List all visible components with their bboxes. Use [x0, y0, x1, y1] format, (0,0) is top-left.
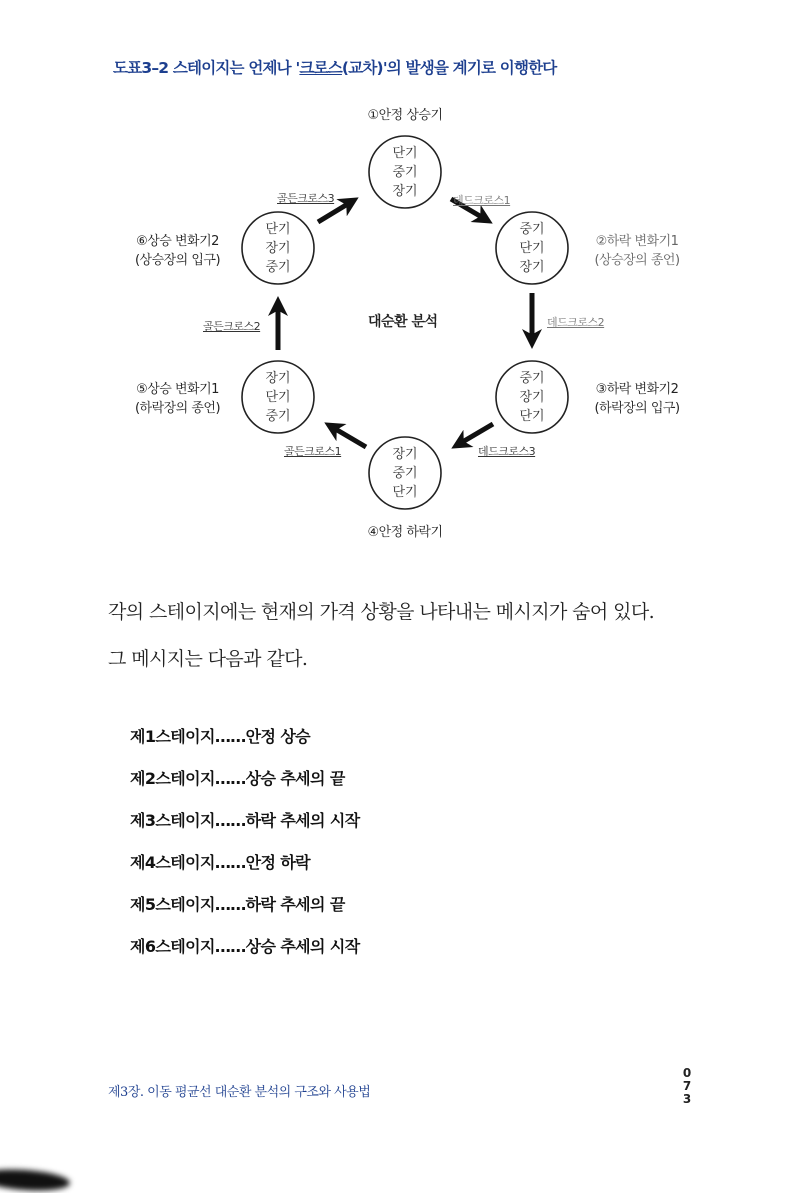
stage-sep: ……	[214, 769, 246, 788]
stage-desc: 하락 추세의 끝	[245, 895, 345, 914]
golden-cross-2-label: 골든크로스2	[203, 320, 261, 333]
stage-desc: 안정 상승	[245, 727, 311, 746]
stage-label-2	[582, 232, 692, 270]
stage-sep: ……	[214, 937, 246, 956]
ma-long: 장기	[265, 371, 291, 386]
ma-long: 장기	[519, 390, 545, 405]
stage-circle-2-text	[507, 220, 557, 277]
ma-short: 단기	[265, 222, 291, 237]
stage-name: 제3스테이지	[130, 811, 215, 830]
stage-sep: ……	[214, 811, 246, 830]
stage-circle-1-text	[380, 144, 430, 201]
stage-list-item	[130, 936, 360, 978]
stage-label-3-line2: (하락장의 입구)	[594, 401, 680, 416]
stage-desc: 상승 추세의 시작	[245, 937, 360, 956]
stage-label-2-line2: (상승장의 종언)	[594, 253, 680, 268]
stage-circle-6-text	[253, 220, 303, 277]
stage-label-5-line1: ⑤상승 변화기1	[136, 382, 219, 397]
stage-name: 제2스테이지	[130, 769, 215, 788]
ma-long: 장기	[519, 260, 545, 275]
golden-cross-1-label: 골든크로스1	[284, 445, 342, 458]
dead-cross-2-label: 데드크로스2	[547, 316, 605, 329]
page-digit: 0	[682, 1066, 692, 1080]
ma-short: 단기	[392, 146, 418, 161]
stage-name: 제6스테이지	[130, 937, 215, 956]
ma-mid: 중기	[392, 165, 418, 180]
golden-cross-3-label: 골든크로스3	[277, 192, 335, 205]
diagram-center-title: 대순환 분석	[368, 314, 438, 330]
stage-list-item	[130, 852, 360, 894]
stage-name: 제1스테이지	[130, 727, 215, 746]
body-line-1: 각의 스테이지에는 현재의 가격 상황을 나타내는 메시지가 숨어 있다.	[108, 601, 655, 623]
ma-short: 단기	[265, 390, 291, 405]
ma-mid: 중기	[265, 260, 291, 275]
stage-sep: ……	[214, 853, 246, 872]
stage-label-5-line2: (하락장의 종언)	[134, 401, 221, 416]
stage-label-6-line2: (상승장의 입구)	[134, 253, 221, 268]
page-number	[681, 1067, 693, 1106]
page-digit: 7	[682, 1079, 692, 1093]
ma-short: 단기	[392, 485, 418, 500]
dead-cross-3-arrow	[459, 424, 493, 444]
stage-list-item	[130, 726, 360, 768]
stage-list-item	[130, 894, 360, 936]
stage-desc: 상승 추세의 끝	[245, 769, 345, 788]
stage-label-6	[120, 232, 235, 270]
stage-label-2-line1: ②하락 변화기1	[595, 234, 679, 249]
dead-cross-1-label: 데드크로스1	[453, 194, 511, 207]
stage-circle-4-text	[380, 445, 430, 502]
stage-label-4-line1: ④안정 하락기	[367, 525, 443, 540]
stage-desc: 하락 추세의 시작	[245, 811, 360, 830]
stage-sep: ……	[214, 895, 246, 914]
dead-cross-3-label: 데드크로스3	[478, 445, 536, 458]
ma-short: 단기	[519, 241, 545, 256]
stage-sep: ……	[214, 727, 246, 746]
ma-mid: 중기	[392, 466, 418, 481]
ma-mid: 중기	[519, 222, 545, 237]
stage-label-1-line1: ①안정 상승기	[367, 108, 443, 123]
stage-label-3	[582, 380, 692, 418]
stage-name: 제4스테이지	[130, 853, 215, 872]
stage-label-4	[355, 523, 455, 542]
stage-label-1	[355, 106, 455, 125]
stage-label-6-line1: ⑥상승 변화기2	[136, 234, 219, 249]
ma-long: 장기	[392, 447, 418, 462]
ma-long: 장기	[265, 241, 291, 256]
running-footer-chapter: 제3장. 이동 평균선 대순환 분석의 구조와 사용법	[108, 1085, 371, 1100]
stage-desc: 안정 하락	[245, 853, 311, 872]
figure-title-prefix: 도표3–2 스테이지는 언제나 '	[113, 59, 300, 77]
stage-list-item	[130, 810, 360, 852]
page-digit: 3	[682, 1092, 692, 1106]
stage-circle-5-text	[253, 369, 303, 426]
stage-label-5	[120, 380, 235, 418]
stage-circle-3-text	[507, 369, 557, 426]
ma-short: 단기	[519, 409, 545, 424]
figure-title-underlined: 크로스	[299, 59, 342, 77]
body-line-2: 그 메시지는 다음과 같다.	[108, 648, 308, 670]
stage-label-3-line1: ③하락 변화기2	[595, 382, 679, 397]
stage-list-item	[130, 768, 360, 810]
ma-long: 장기	[392, 184, 418, 199]
stage-name: 제5스테이지	[130, 895, 215, 914]
stage-list	[130, 726, 360, 978]
ma-mid: 중기	[265, 409, 291, 424]
figure-title-suffix: (교차)'의 발생을 계기로 이행한다	[341, 59, 557, 77]
ma-mid: 중기	[519, 371, 545, 386]
